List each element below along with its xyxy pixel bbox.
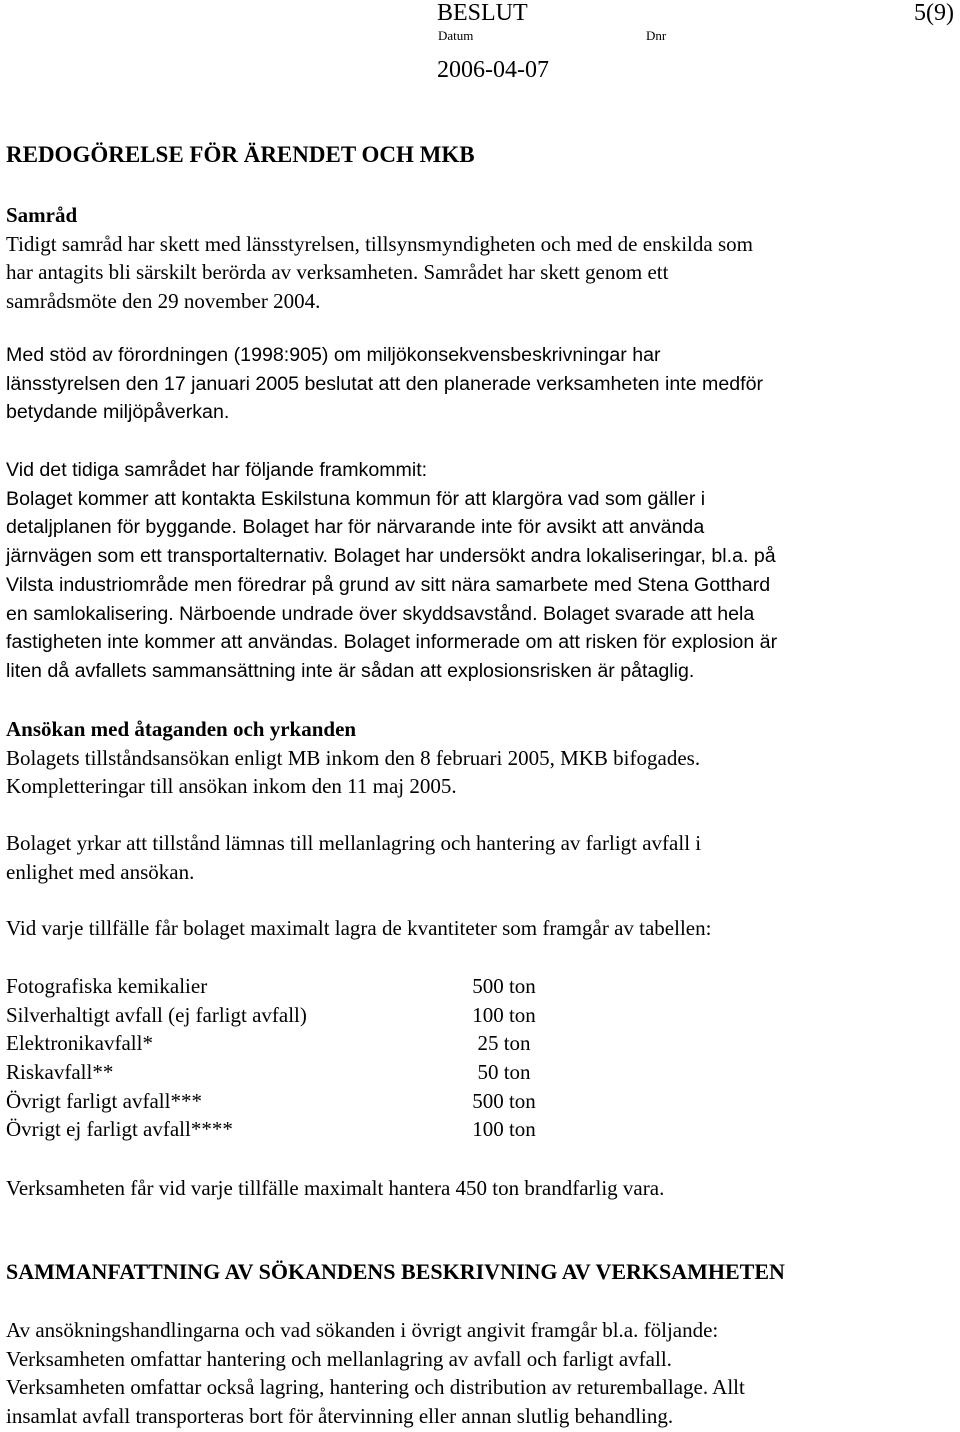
samrad-paragraph-2 [6,341,926,427]
table-row [6,972,566,1001]
samrad-heading: Samråd [6,203,78,227]
paragraph-line: Bolaget kommer att kontakta Eskilstuna kommun för att klargöra vad som gäller i [6,487,706,510]
paragraph-line: insamlat avfall transporteras bort för återvinning eller annan slutlig behandling. [6,1404,674,1429]
ansokan-paragraph-4 [6,1174,926,1203]
doc-date: 2006-04-07 [437,57,549,83]
table-cell-qty: 50 ton [477,1060,531,1085]
quantity-table [6,972,566,1144]
table-cell-name: Fotografiska kemikalier [6,974,208,998]
paragraph-line: Av ansökningshandlingarna och vad sökanden i övrigt angivit framgår bl.a. följande: [6,1318,719,1342]
table-row [6,1058,566,1087]
paragraph-line: Tidigt samråd har skett med länsstyrelsen, tillsynsmyndigheten och med de enskilda som [6,231,753,256]
table-cell-qty: 25 ton [477,1031,531,1056]
paragraph-line: en samlokalisering. Närboende undrade över skyddsavstånd. Bolaget svarade att hela [6,602,755,625]
table-cell-qty: 100 ton [472,1002,536,1027]
samrad-section [6,201,926,316]
doc-type: BESLUT [437,0,528,26]
paragraph-line: Vilsta industriområde men föredrar på grund av sitt nära samarbete med Stena Gotthard [6,573,771,596]
dnr-label: Dnr [646,28,667,43]
paragraph-line: Bolaget yrkar att tillstånd lämnas till mellanlagring och hantering av farligt avfall i [6,831,702,855]
page-title: REDOGÖRELSE FÖR ÄRENDET OCH MKB [6,142,475,167]
paragraph-line: betydande miljöpåverkan. [6,401,230,424]
datum-label: Datum [438,28,474,43]
paragraph-line: Vid det tidiga samrådet har följande framkommit: [6,459,428,481]
table-row [6,1029,566,1058]
sammanfattning-paragraph [6,1316,926,1431]
table-cell-qty: 500 ton [472,974,536,998]
samrad-paragraph-3 [6,456,926,686]
table-cell-name: Riskavfall** [6,1060,114,1085]
paragraph-line: Med stöd av förordningen (1998:905) om miljökonsekvensbeskrivningar har [6,344,661,366]
paragraph-line: järnvägen som ett transportalternativ. Bolaget har undersökt andra lokaliseringar, bl.a. på [6,545,776,568]
paragraph-line: samrådsmöte den 29 november 2004. [6,289,321,314]
table-row [6,1001,566,1030]
paragraph-line: detaljplanen för byggande. Bolaget har för närvarande inte för avsikt att använda [6,516,705,539]
paragraph-line: Verksamheten omfattar också lagring, hantering och distribution av returemballage. Allt [6,1375,745,1400]
table-row [6,1115,566,1144]
table-cell-name: Elektronikavfall* [6,1031,153,1056]
paragraph-line: Bolagets tillståndsansökan enligt MB inkom den 8 februari 2005, MKB bifogades. [6,745,701,770]
table-cell-name: Övrigt ej farligt avfall**** [6,1117,233,1142]
table-cell-qty: 500 ton [472,1088,536,1113]
page-number: 5(9) [914,0,954,26]
sammanfattning-heading: SAMMANFATTNING AV SÖKANDENS BESKRIVNING AV VERKSAMHETEN [6,1259,785,1284]
paragraph-line: Verksamheten omfattar hantering och mellanlagring av avfall och farligt avfall. [6,1346,672,1371]
ansokan-paragraph-3 [6,914,926,943]
ansokan-section [6,715,926,801]
table-cell-name: Silverhaltigt avfall (ej farligt avfall) [6,1002,307,1027]
paragraph-line: enlighet med ansökan. [6,859,195,884]
paragraph-line: har antagits bli särskilt berörda av verksamheten. Samrådet har skett genom ett [6,260,669,285]
paragraph-line: fastigheten inte kommer att användas. Bolaget informerade om att risken för explosion är [6,631,778,654]
paragraph-line: Verksamheten får vid varje tillfälle maximalt hantera 450 ton brandfarlig vara. [6,1176,665,1200]
paragraph-line: Kompletteringar till ansökan inkom den 11 maj 2005. [6,774,457,799]
table-row [6,1087,566,1116]
ansokan-paragraph-2 [6,829,926,886]
table-cell-name: Övrigt farligt avfall*** [6,1088,202,1113]
paragraph-line: länsstyrelsen den 17 januari 2005 beslutat att den planerade verksamheten inte medför [6,372,764,395]
table-cell-qty: 100 ton [472,1117,536,1142]
ansokan-heading: Ansökan med åtaganden och yrkanden [6,717,357,741]
paragraph-line: Vid varje tillfälle får bolaget maximalt lagra de kvantiteter som framgår av tabellen: [6,916,712,940]
paragraph-line: liten då avfallets sammansättning inte är sådan att explosionsrisken är påtaglig. [6,659,695,682]
